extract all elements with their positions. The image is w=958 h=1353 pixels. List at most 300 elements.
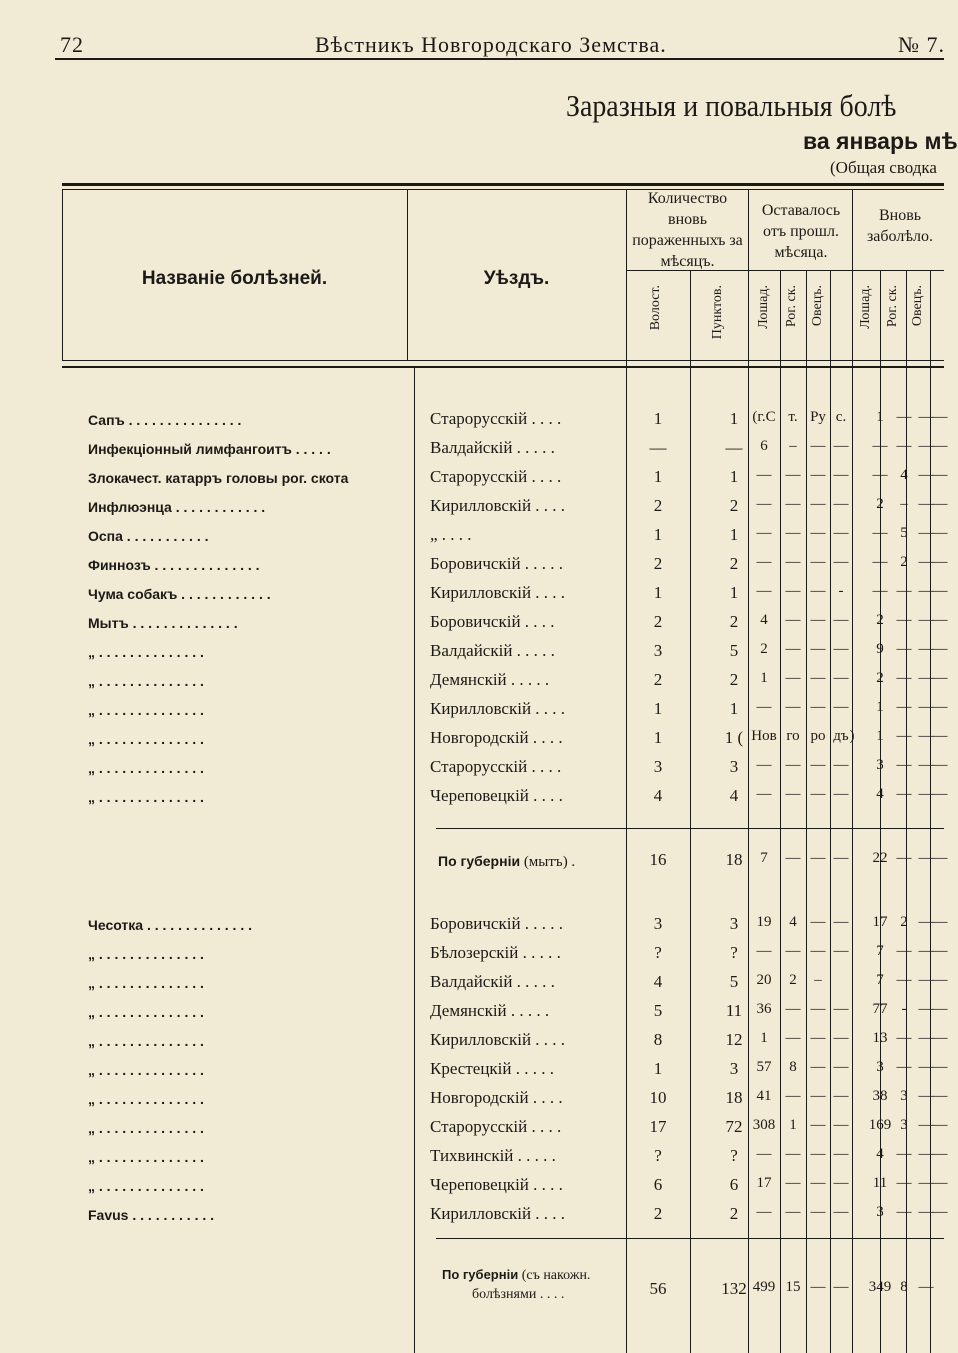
cell-value: 2 — [729, 496, 739, 515]
cell-value: 36 — [756, 1001, 772, 1017]
cell-value: ) — [849, 728, 855, 744]
col-sub-horses-new: Лошад. — [858, 285, 873, 329]
cell-value: — — [833, 670, 849, 686]
total2-label-rest: (съ накожн. — [521, 1268, 591, 1283]
disease-name: „ . . . . . . . . . . . . . . — [88, 1120, 204, 1136]
cell-value: — — [833, 467, 849, 483]
cell-value: — — [896, 612, 912, 628]
cell-value: — — [896, 670, 912, 686]
cell-value: ? — [654, 1146, 662, 1165]
cell-value: 2 — [729, 670, 739, 689]
district-name: Тихвинскій . . . . . — [430, 1146, 556, 1165]
cell-value: — — [810, 699, 826, 715]
cell-value: 1 — [876, 409, 884, 425]
cell-value: с. — [835, 409, 847, 425]
total-mytь-label — [438, 853, 575, 871]
cell-value: — — [810, 554, 826, 570]
cell-value: 3 — [729, 1059, 739, 1078]
cell-value: — — [833, 438, 849, 454]
cell-value: 3 — [876, 757, 884, 773]
cell-value: — — [810, 1146, 826, 1162]
cell-value: — — [785, 496, 801, 512]
cell-value: ? — [730, 1146, 738, 1165]
cell-value: — — [810, 1088, 826, 1104]
cell-value: — — [785, 467, 801, 483]
cell-value: (г.С — [752, 409, 776, 425]
cell-value: 8 — [653, 1030, 663, 1049]
cell-value: 3 — [729, 757, 739, 776]
district-name: Кирилловскій . . . . — [430, 496, 566, 515]
cell-value: — — [896, 583, 912, 599]
cell-value: — — [810, 914, 826, 930]
cell-value: — — [896, 1146, 912, 1162]
cell-value: — — [932, 786, 948, 802]
disease-name: „ . . . . . . . . . . . . . . — [88, 1033, 204, 1049]
disease-name: „ . . . . . . . . . . . . . . — [88, 731, 204, 747]
cell-value: — — [833, 554, 849, 570]
disease-name: Инфекціонный лимфангоитъ . . . . . — [88, 441, 331, 457]
cell-value: — — [785, 1001, 801, 1017]
cell-value: 1 — [653, 467, 663, 486]
cell-value: 2 — [729, 612, 739, 631]
cell-value: — — [932, 1088, 948, 1104]
total-cell-value: — — [810, 1279, 826, 1295]
cell-value: — — [918, 1204, 934, 1220]
cell-value: 2 — [729, 1204, 739, 1223]
cell-value: – — [900, 496, 908, 512]
cell-value: 19 — [756, 914, 772, 930]
col-sub-cattle-prev: Рог. ск. — [784, 285, 799, 328]
cell-value: 4 — [900, 467, 908, 483]
disease-name: Чесотка . . . . . . . . . . . . . . — [88, 917, 252, 933]
cell-value: 1 — [729, 467, 739, 486]
cell-value: — — [810, 1030, 826, 1046]
cell-value: — — [932, 641, 948, 657]
cell-value: — — [785, 1175, 801, 1191]
district-name: Новгородскій . . . . — [430, 728, 563, 747]
cell-value: — — [810, 641, 826, 657]
cell-value: — — [833, 1088, 849, 1104]
cell-value: — — [932, 583, 948, 599]
cell-value: — — [918, 943, 934, 959]
cell-value: — — [833, 525, 849, 541]
cell-value: 4 — [760, 612, 768, 628]
cell-value: 13 — [872, 1030, 888, 1046]
col-header-group1: Количество вновь пораженныхъ за мѣсяцъ. — [632, 190, 743, 270]
district-name: Кирилловскій . . . . — [430, 1204, 566, 1223]
total-cell-value: 16 — [649, 850, 667, 869]
cell-value: — — [872, 438, 888, 454]
district-name: Валдайскій . . . . . — [430, 438, 555, 457]
cell-value: — — [932, 496, 948, 512]
cell-value: 2 — [876, 612, 884, 628]
cell-value: — — [649, 438, 667, 457]
cell-value: — — [810, 757, 826, 773]
cell-value: — — [833, 496, 849, 512]
cell-value: ? — [730, 943, 738, 962]
cell-value: 2 — [653, 612, 663, 631]
cell-value: — — [918, 699, 934, 715]
journal-title: Вѣстникъ Новгородскаго Земства. — [315, 32, 667, 57]
cell-value: — — [785, 1030, 801, 1046]
disease-name: „ . . . . . . . . . . . . . . — [88, 760, 204, 776]
total-cell-value: 22 — [872, 850, 888, 866]
cell-value: — — [785, 943, 801, 959]
cell-value: — — [932, 554, 948, 570]
district-name: Боровичскій . . . . — [430, 612, 555, 631]
cell-value: 1 — [876, 699, 884, 715]
cell-value: — — [756, 786, 772, 802]
cell-value: 3 — [876, 1204, 884, 1220]
total-cell-value: — — [918, 1279, 934, 1295]
cell-value: 3 — [653, 757, 663, 776]
cell-value: 1 — [653, 728, 663, 747]
cell-value: — — [833, 641, 849, 657]
cell-value: 1 — [760, 1030, 768, 1046]
cell-value: 1 — [653, 525, 663, 544]
cell-value: — — [896, 1030, 912, 1046]
cell-value: — — [756, 525, 772, 541]
disease-name: Оспа . . . . . . . . . . . — [88, 528, 209, 544]
col-sub-volost: Волост. — [648, 285, 663, 331]
total2-label-line2: болѣзнями . . . . — [472, 1287, 565, 1302]
cell-value: — — [896, 972, 912, 988]
district-name: Боровичскій . . . . . — [430, 914, 564, 933]
total-cell-value: — — [810, 850, 826, 866]
col-sub-punktov: Пунктов. — [710, 285, 725, 340]
cell-value: — — [756, 467, 772, 483]
cell-value: 2 — [653, 670, 663, 689]
cell-value: — — [833, 786, 849, 802]
cell-value: — — [810, 1117, 826, 1133]
cell-value: — — [918, 612, 934, 628]
cell-value: — — [785, 554, 801, 570]
cell-value: — — [932, 757, 948, 773]
total-cell-value: — — [896, 850, 912, 866]
page-number: 72 — [60, 32, 84, 57]
cell-value: 308 — [752, 1117, 776, 1133]
district-name: Старорусскій . . . . — [430, 757, 562, 776]
cell-value: — — [833, 699, 849, 715]
district-name: „ . . . . — [430, 525, 472, 544]
cell-value: — — [932, 525, 948, 541]
cell-value: 1 — [729, 699, 739, 718]
cell-value: 2 — [876, 670, 884, 686]
cell-value: - — [901, 1001, 907, 1017]
cell-value: 18 — [725, 1088, 743, 1107]
cell-value: — — [932, 409, 948, 425]
cell-value: 41 — [756, 1088, 772, 1104]
cell-value: 1 — [729, 409, 739, 428]
cell-value: 7 — [876, 972, 884, 988]
cell-value: 4 — [876, 786, 884, 802]
disease-name: Финнозъ . . . . . . . . . . . . . . — [88, 557, 260, 573]
cell-value: — — [896, 1204, 912, 1220]
cell-value: — — [896, 728, 912, 744]
district-name: Старорусскій . . . . — [430, 409, 562, 428]
cell-value: — — [810, 612, 826, 628]
cell-value: 169 — [868, 1117, 892, 1133]
cell-value: 1 — [653, 699, 663, 718]
header-rule — [55, 58, 944, 60]
cell-value: — — [810, 496, 826, 512]
cell-value: — — [833, 1001, 849, 1017]
cell-value: — — [918, 728, 934, 744]
cell-value: 4 — [789, 914, 797, 930]
cell-value: — — [918, 467, 934, 483]
cell-value: — — [932, 1146, 948, 1162]
cell-value: — — [896, 641, 912, 657]
cell-value: 4 — [876, 1146, 884, 1162]
col-sub-cattle-new: Рог. ск. — [885, 285, 900, 328]
cell-value: — — [872, 467, 888, 483]
disease-name: „ . . . . . . . . . . . . . . — [88, 946, 204, 962]
total-chesotka-label — [442, 1265, 590, 1304]
cell-value: 2 — [789, 972, 797, 988]
cell-value: 10 — [649, 1088, 667, 1107]
cell-value: — — [918, 1001, 934, 1017]
cell-value: — — [932, 1204, 948, 1220]
cell-value: — — [932, 1030, 948, 1046]
cell-value: — — [785, 699, 801, 715]
cell-value: — — [896, 699, 912, 715]
district-name: Демянскій . . . . . — [430, 1001, 550, 1020]
disease-name: Мытъ . . . . . . . . . . . . . . — [88, 615, 238, 631]
cell-value: 72 — [725, 1117, 743, 1136]
cell-value: 11 — [872, 1175, 888, 1191]
cell-value: — — [918, 583, 934, 599]
cell-value: — — [756, 554, 772, 570]
cell-value: 2 — [653, 496, 663, 515]
district-name: Кирилловскій . . . . — [430, 1030, 566, 1049]
district-name: Череповецкій . . . . — [430, 1175, 563, 1194]
cell-value: — — [833, 757, 849, 773]
table-title: Заразныя и повальныя болѣ — [566, 88, 897, 123]
cell-value: — — [810, 438, 826, 454]
cell-value: 5 — [900, 525, 908, 541]
cell-value: — — [932, 467, 948, 483]
district-name: Крестецкій . . . . . — [430, 1059, 555, 1078]
cell-value: 2 — [653, 554, 663, 573]
cell-value: — — [756, 583, 772, 599]
disease-name: „ . . . . . . . . . . . . . . — [88, 1004, 204, 1020]
cell-value: — — [918, 496, 934, 512]
cell-value: Нов — [751, 728, 777, 744]
cell-value: Ру — [810, 409, 826, 425]
cell-value: — — [833, 1204, 849, 1220]
cell-value: — — [785, 1204, 801, 1220]
disease-name: Злокачест. катарръ головы рог. скота — [88, 470, 349, 486]
cell-value: — — [756, 757, 772, 773]
total-cell-value: 18 — [725, 850, 743, 869]
cell-value: — — [756, 943, 772, 959]
cell-value: ро — [810, 728, 826, 744]
total-cell-value: 8 — [900, 1279, 908, 1295]
disease-name: „ . . . . . . . . . . . . . . — [88, 702, 204, 718]
cell-value: — — [810, 1001, 826, 1017]
cell-value: 6 — [760, 438, 768, 454]
cell-value: — — [896, 943, 912, 959]
cell-value: 2 — [876, 496, 884, 512]
district-name: Демянскій . . . . . — [430, 670, 550, 689]
cell-value: 17 — [756, 1175, 772, 1191]
cell-value: — — [918, 914, 934, 930]
cell-value: 9 — [876, 641, 884, 657]
cell-value: 1 — [653, 583, 663, 602]
cell-value: — — [932, 699, 948, 715]
district-name: Кирилловскій . . . . — [430, 699, 566, 718]
cell-value: 3 — [876, 1059, 884, 1075]
cell-value: — — [785, 525, 801, 541]
disease-name: „ . . . . . . . . . . . . . . — [88, 1149, 204, 1165]
district-name: Бѣлозерскій . . . . . — [430, 943, 561, 962]
cell-value: — — [833, 943, 849, 959]
cell-value: 3 — [729, 914, 739, 933]
cell-value: 3 — [653, 914, 663, 933]
total-cell-value: — — [932, 850, 948, 866]
cell-value: — — [896, 1059, 912, 1075]
district-name: Боровичскій . . . . . — [430, 554, 564, 573]
disease-name: Favus . . . . . . . . . . . — [88, 1207, 215, 1223]
disease-name: „ . . . . . . . . . . . . . . — [88, 1091, 204, 1107]
cell-value: 2 — [900, 914, 908, 930]
cell-value: — — [918, 554, 934, 570]
cell-value: 4 — [653, 786, 663, 805]
cell-value: — — [896, 1175, 912, 1191]
cell-value: 5 — [729, 641, 739, 660]
cell-value: го — [786, 728, 800, 744]
cell-value: т. — [788, 409, 798, 425]
cell-value: — — [918, 409, 934, 425]
cell-value: 77 — [872, 1001, 888, 1017]
cell-value: — — [932, 1001, 948, 1017]
total-cell-value: 56 — [649, 1279, 667, 1298]
cell-value: — — [810, 1059, 826, 1075]
cell-value: 57 — [756, 1059, 772, 1075]
cell-value: 5 — [653, 1001, 663, 1020]
cell-value: 4 — [653, 972, 663, 991]
disease-name: „ . . . . . . . . . . . . . . — [88, 644, 204, 660]
cell-value: 20 — [756, 972, 772, 988]
cell-value: — — [918, 1059, 934, 1075]
cell-value: 2 — [900, 554, 908, 570]
total-cell-value: 499 — [752, 1279, 776, 1295]
cell-value: — — [785, 641, 801, 657]
cell-value: 7 — [876, 943, 884, 959]
col-header-group3: Вновь заболѣло. — [866, 207, 933, 245]
cell-value: — — [833, 1059, 849, 1075]
total-cell-value: 132 — [721, 1279, 747, 1298]
cell-value: — — [785, 1088, 801, 1104]
cell-value: — — [810, 467, 826, 483]
total-label-rest: (мытъ) . — [523, 854, 576, 870]
total-cell-value: — — [918, 850, 934, 866]
cell-value: — — [932, 972, 948, 988]
total2-label-bold: По губерніи — [442, 1267, 519, 1282]
col-header-group2: Оставалось отъ прошл. мѣсяца. — [761, 202, 841, 261]
table-note: (Общая сводка — [830, 158, 937, 177]
cell-value: — — [918, 757, 934, 773]
cell-value: — — [756, 1204, 772, 1220]
cell-value: — — [785, 786, 801, 802]
cell-value: — — [872, 554, 888, 570]
total-cell-value: 349 — [868, 1279, 892, 1295]
cell-value: 11 — [725, 1001, 743, 1020]
cell-value: 4 — [729, 786, 739, 805]
total-cell-value: — — [833, 850, 849, 866]
col-header-district: Уѣздъ. — [483, 268, 550, 289]
cell-value: — — [896, 786, 912, 802]
cell-value: — — [785, 757, 801, 773]
district-name: Череповецкій . . . . — [430, 786, 563, 805]
issue-number: № 7. — [898, 32, 945, 57]
cell-value: — — [932, 943, 948, 959]
cell-value: дъ — [833, 728, 849, 744]
cell-value: — — [810, 670, 826, 686]
cell-value: 17 — [649, 1117, 667, 1136]
cell-value: 17 — [872, 914, 888, 930]
disease-name: „ . . . . . . . . . . . . . . — [88, 1178, 204, 1194]
cell-value: — — [918, 525, 934, 541]
cell-value: — — [918, 438, 934, 454]
col-sub-sheep-prev: Овецъ. — [810, 285, 825, 327]
disease-name: „ . . . . . . . . . . . . . . — [88, 1062, 204, 1078]
cell-value: — — [810, 786, 826, 802]
district-name: Валдайскій . . . . . — [430, 972, 555, 991]
district-name: Старорусскій . . . . — [430, 1117, 562, 1136]
cell-value: 3 — [900, 1117, 908, 1133]
cell-value: 12 — [725, 1030, 743, 1049]
cell-value: - — [838, 583, 844, 599]
cell-value: 5 — [729, 972, 739, 991]
cell-value: — — [810, 943, 826, 959]
cell-value: 2 — [653, 1204, 663, 1223]
cell-value: — — [756, 699, 772, 715]
cell-value: — — [932, 670, 948, 686]
cell-value: — — [785, 612, 801, 628]
cell-value: — — [918, 670, 934, 686]
cell-value: – — [789, 438, 797, 454]
cell-value: — — [833, 1175, 849, 1191]
cell-value: 1 — [760, 670, 768, 686]
cell-value: — — [918, 786, 934, 802]
cell-value: — — [756, 1146, 772, 1162]
cell-value: — — [932, 728, 948, 744]
total-cell-value: 15 — [785, 1279, 801, 1295]
cell-value: — — [932, 1059, 948, 1075]
disease-name: Инфлюэнца . . . . . . . . . . . . — [88, 499, 266, 515]
total-cell-value: — — [833, 1279, 849, 1295]
cell-value: — — [810, 583, 826, 599]
cell-value: — — [785, 670, 801, 686]
disease-name: Сапъ . . . . . . . . . . . . . . . — [88, 412, 242, 428]
cell-value: 2 — [760, 641, 768, 657]
cell-value: 1 — [729, 525, 739, 544]
col-sub-horses-prev: Лошад. — [756, 285, 771, 329]
cell-value: ? — [654, 943, 662, 962]
cell-value: — — [872, 583, 888, 599]
cell-value: — — [918, 1175, 934, 1191]
cell-value: — — [918, 1117, 934, 1133]
cell-value: — — [932, 1117, 948, 1133]
cell-value: — — [918, 1030, 934, 1046]
cell-value: 1 — [789, 1117, 797, 1133]
cell-value: — — [896, 438, 912, 454]
cell-value: 1 — [653, 409, 663, 428]
cell-value: 6 — [729, 1175, 739, 1194]
cell-value: 3 — [900, 1088, 908, 1104]
district-name: Кирилловскій . . . . — [430, 583, 566, 602]
